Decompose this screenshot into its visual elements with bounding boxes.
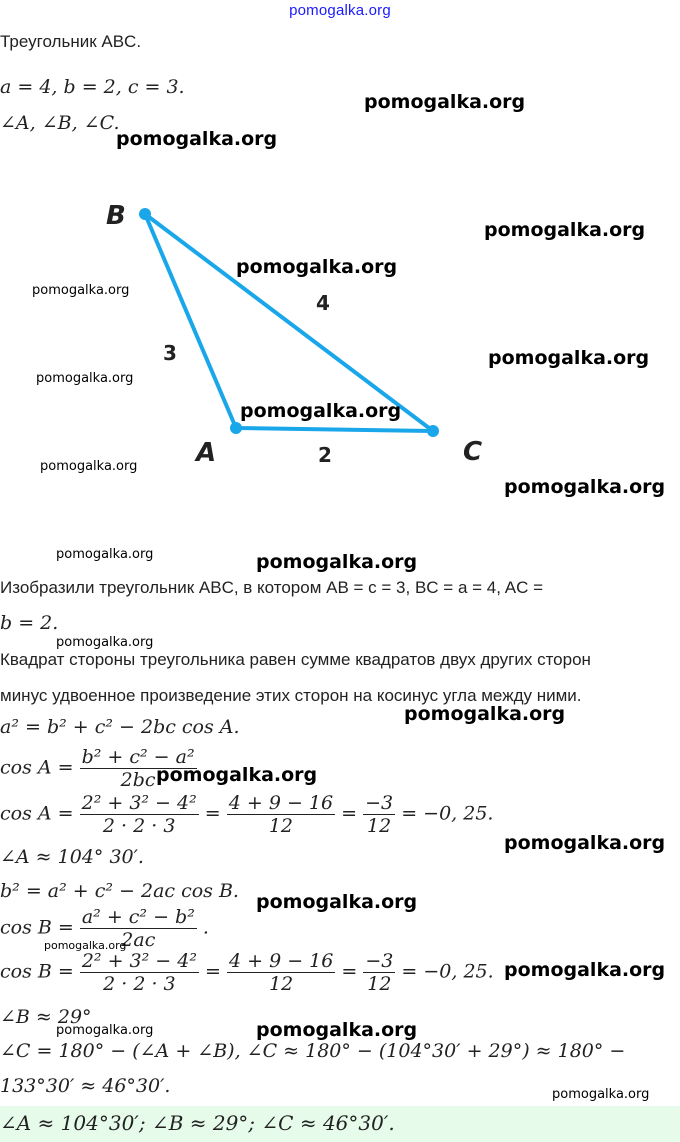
watermark: pomogalka.org: [484, 219, 646, 241]
answer-text: ∠A ≈ 104°30′; ∠B ≈ 29°; ∠C ≈ 46°30′.: [0, 1111, 395, 1135]
given-values: a = 4, b = 2, c = 3.: [0, 76, 185, 98]
formula-b-squared: b² = a² + c² − 2ac cos B.: [0, 880, 239, 902]
watermark: pomogalka.org: [240, 400, 402, 422]
watermark: pomogalka.org: [44, 939, 127, 952]
calc-cos-a: cos A = $\frac{\text{2² + 3² − 4²}}{2 \cdot 2 \cdot 3}$ = $\frac{4 + 9 - 16}{12}$ = $\frac{-3}{12}$ = −0, 25.: [0, 792, 494, 837]
watermark: pomogalka.org: [116, 128, 278, 150]
watermark: pomogalka.org: [504, 476, 666, 498]
angle-b-result: ∠B ≈ 29°: [0, 1006, 92, 1028]
watermark: pomogalka.org: [488, 347, 650, 369]
calc-cos-b: cos B = $\frac{\text{2² + 3² − 4²}}{2 \cdot 2 \cdot 3}$ = $\frac{4 + 9 - 16}{12}$ = $\frac{-3}{12}$ = −0, 25.: [0, 950, 494, 995]
side-label-BC: 4: [316, 291, 330, 315]
side-AC: [236, 428, 433, 431]
vertex-label-C: C: [463, 437, 483, 467]
top-watermark-link[interactable]: pomogalka.org: [289, 2, 391, 19]
formula-cos-b: cos B = $\frac{\text{a² + c² − b²}}{2ac}$ .: [0, 906, 209, 951]
cosine-law-text-cont: минус удвоенное произведение этих сторон на косинус угла между ними.: [0, 686, 582, 705]
watermark: pomogalka.org: [552, 1087, 650, 1102]
watermark: pomogalka.org: [36, 371, 134, 386]
watermark: pomogalka.org: [504, 959, 666, 981]
problem-statement: Треугольник ABC.: [0, 32, 142, 51]
vertex-C-dot: [427, 425, 439, 437]
watermark: pomogalka.org: [256, 891, 418, 913]
vertex-A-dot: [230, 422, 242, 434]
figure-description: Изобразили треугольник ABC, в котором AB = c = 3, BC = a = 4, AC =: [0, 578, 544, 597]
watermark: pomogalka.org: [156, 764, 318, 786]
side-BC: [145, 214, 433, 431]
find-angles: ∠A, ∠B, ∠C.: [0, 112, 120, 134]
angle-c-calc: ∠C = 180° − (∠A + ∠B), ∠C ≈ 180° − (104°30′ + 29°) ≈ 180° −: [0, 1040, 626, 1062]
vertex-label-B: B: [106, 201, 126, 231]
figure-description-cont: b = 2.: [0, 612, 59, 634]
watermark: pomogalka.org: [256, 551, 418, 573]
formula-a-squared: a² = b² + c² − 2bc cos A.: [0, 716, 240, 738]
watermark: pomogalka.org: [404, 703, 566, 725]
watermark: pomogalka.org: [56, 635, 154, 650]
vertex-label-A: A: [196, 438, 217, 468]
watermark: pomogalka.org: [56, 1023, 154, 1038]
cosine-law-text: Квадрат стороны треугольника равен сумме квадратов двух других сторон: [0, 650, 591, 669]
angle-a-result: ∠A ≈ 104° 30′.: [0, 846, 144, 868]
side-label-AB: 3: [163, 341, 177, 365]
watermark: pomogalka.org: [364, 91, 526, 113]
formula-cos-a: cos A = $\frac{\text{b² + c² − a²}}{2bc}$: [0, 746, 195, 791]
triangle-sides: [145, 214, 433, 431]
side-label-AC: 2: [318, 443, 332, 467]
watermark: pomogalka.org: [504, 832, 666, 854]
watermark: pomogalka.org: [40, 459, 138, 474]
answer-box: [0, 1106, 680, 1142]
angle-c-result: 133°30′ ≈ 46°30′.: [0, 1075, 171, 1097]
watermark: pomogalka.org: [236, 256, 398, 278]
vertex-B-dot: [139, 208, 151, 220]
watermark: pomogalka.org: [32, 283, 130, 298]
watermark: pomogalka.org: [256, 1019, 418, 1041]
watermark: pomogalka.org: [56, 547, 154, 562]
